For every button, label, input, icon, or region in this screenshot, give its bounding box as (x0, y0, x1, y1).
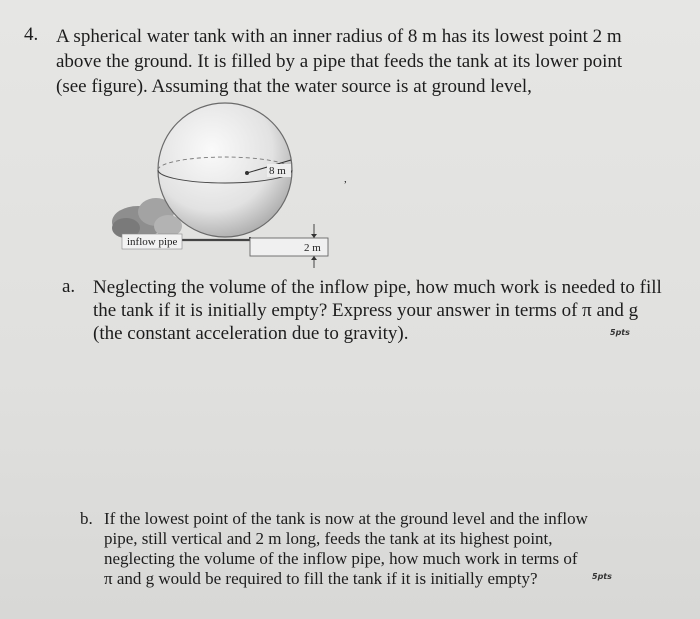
question-number: 4. (24, 24, 39, 45)
part-b-line: π and g would be required to fill the tank if it is initially empty? (104, 569, 538, 588)
question-text (56, 24, 636, 99)
part-a-points: 5pts (610, 328, 630, 337)
pipe-label: inflow pipe (127, 236, 178, 248)
question-line: A spherical water tank with an inner radius of 8 m has its lowest point 2 m (56, 26, 622, 47)
part-b-points: 5pts (592, 572, 612, 581)
part-b-text (104, 509, 624, 589)
tank-figure (108, 100, 368, 268)
part-a-line: (the constant acceleration due to gravity). (93, 323, 409, 344)
part-b-line: pipe, still vertical and 2 m long, feeds the tank at its highest point, (104, 529, 553, 548)
part-a-line: the tank if it is initially empty? Express your answer in terms of π and g (93, 300, 639, 321)
part-a-line: Neglecting the volume of the inflow pipe, how much work is needed to fill (93, 277, 662, 298)
height-label: 2 m (304, 242, 321, 254)
part-a-text (93, 276, 662, 345)
radius-label: 8 m (269, 165, 286, 177)
part-b-line: If the lowest point of the tank is now at the ground level and the inflow (104, 509, 588, 528)
question-line: (see figure). Assuming that the water source is at ground level, (56, 76, 532, 97)
part-b-line: neglecting the volume of the inflow pipe, how much work in terms of (104, 549, 578, 568)
question-line: above the ground. It is filled by a pipe that feeds the tank at its lower point (56, 51, 623, 72)
svg-text:,: , (344, 173, 347, 185)
part-a-letter: a. (62, 276, 76, 297)
part-b-letter: b. (80, 509, 93, 528)
